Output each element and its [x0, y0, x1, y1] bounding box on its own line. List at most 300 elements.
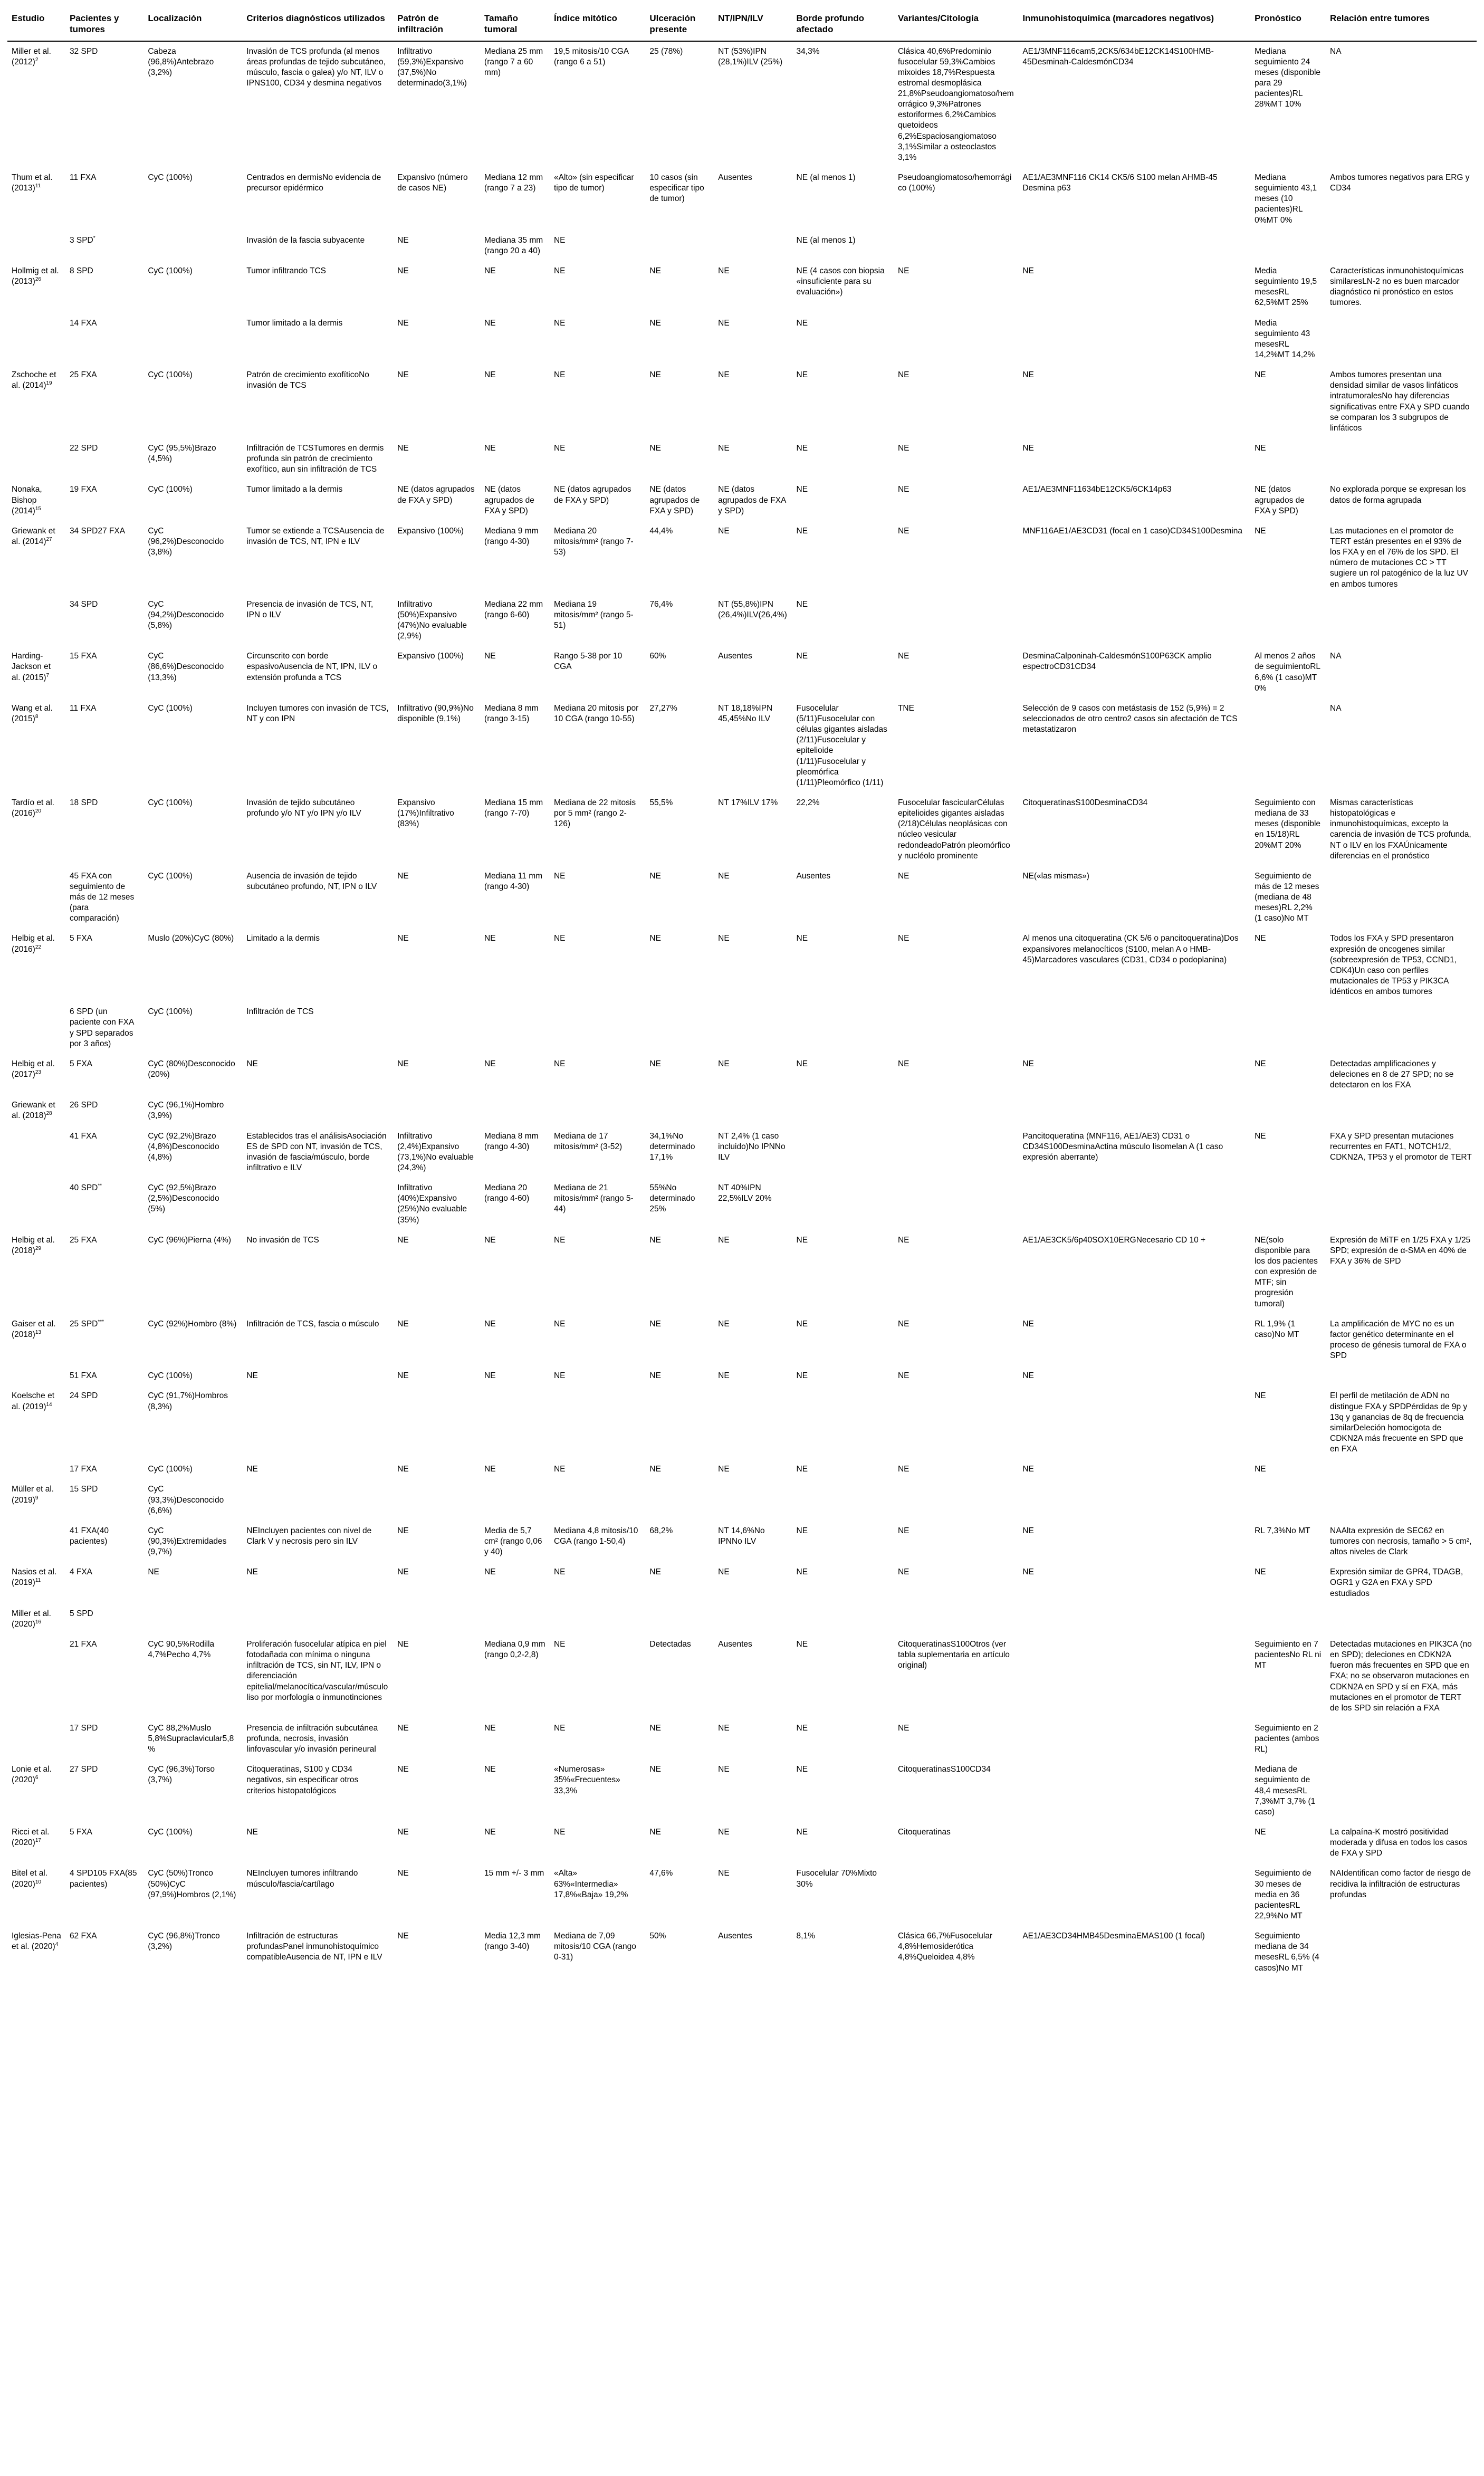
cell-borde: 34,3% — [796, 46, 820, 56]
cell-pronostico: RL 7,3%No MT — [1255, 1526, 1310, 1535]
cell-ntipnilv: NE — [718, 444, 730, 453]
cell-tamano: Mediana 8 mm (rango 4-30) — [484, 1131, 539, 1151]
cell-relacion: La calpaína-K mostró positividad moderada y difusa en todos los casos de FXA y SPD — [1330, 1828, 1468, 1858]
table-row — [7, 261, 1477, 313]
cell-localizacion: CyC (92,2%)Brazo (4,8%)Desconocido (4,8%) — [148, 1131, 219, 1162]
footnote-superscript: ** — [98, 1183, 102, 1189]
cell-relacion — [1326, 313, 1477, 366]
cell-tamano: Media 12,3 mm (rango 3-40) — [484, 1932, 541, 1952]
cell-criterios: NE — [246, 1371, 258, 1381]
cell-variantes — [894, 313, 1018, 366]
cell-ntipnilv: Ausentes — [718, 1932, 752, 1941]
cell-estudio — [7, 1521, 65, 1562]
cell-borde — [792, 1002, 894, 1054]
cell-pacientes: 41 FXA(40 pacientes) — [69, 1526, 109, 1546]
cell-criterios: Citoqueratinas, S100 y CD34 negativos, sin especificar otros criterios histopatológicos — [246, 1765, 359, 1795]
cell-pronostico: NE — [1255, 1567, 1266, 1577]
cell-criterios: No invasión de TCS — [246, 1235, 319, 1245]
cell-mitotico — [550, 1604, 645, 1634]
cell-pronostico: Seguimiento en 2 pacientes (ambos RL) — [1255, 1723, 1319, 1754]
cell-relacion: FXA y SPD presentan mutaciones recurrentes en FAT1, NOTCH1/2, CDKN2A, TP53 y el promotor de TERT — [1330, 1131, 1472, 1162]
cell-mitotico: NE — [553, 1319, 566, 1328]
cell-ntipnilv: NT (55,8%)IPN (26,4%)ILV(26,4%) — [718, 599, 787, 619]
cell-patron — [393, 1095, 480, 1126]
cell-criterios: Circunscrito con borde espasivoAusencia de NT, IPN, ILV o extensión profunda a TCS — [246, 652, 378, 682]
cell-pronostico: Seguimiento mediana de 34 mesesRL 6,5% (4 casos)No MT — [1255, 1932, 1319, 1973]
cell-tamano: Mediana 9 mm (rango 4-30) — [484, 526, 539, 546]
cell-mitotico: Rango 5-38 por 10 CGA — [553, 652, 623, 672]
cell-tamano: NE — [484, 1059, 496, 1068]
cell-patron: Infiltrativo (59,3%)Expansivo (37,5%)No determinado(3,1%) — [397, 46, 467, 88]
cell-pronostico — [1250, 1095, 1326, 1126]
cell-borde: NE — [796, 1567, 808, 1577]
cell-ntipnilv: Ausentes — [718, 1639, 752, 1649]
cell-ulceracion: NE — [649, 934, 661, 943]
cell-pacientes: 51 FXA — [69, 1371, 97, 1381]
cell-ulceracion: NE (datos agrupados de FXA y SPD) — [649, 485, 700, 515]
cell-variantes: CitoqueratinasS100CD34 — [897, 1765, 991, 1774]
table-row — [7, 41, 1477, 168]
cell-criterios: NE — [246, 1059, 258, 1068]
cell-borde — [792, 1126, 894, 1179]
cell-inmuno — [1018, 1634, 1250, 1718]
cell-pronostico: Al menos 2 años de seguimientoRL 6,6% (1 caso)MT 0% — [1255, 652, 1320, 693]
cell-tamano: NE — [484, 1465, 496, 1474]
footnote-superscript: * — [93, 235, 95, 241]
table-row — [7, 1126, 1477, 1179]
cell-patron: NE — [397, 1371, 409, 1381]
cell-localizacion — [143, 1604, 242, 1634]
cell-relacion: La amplificación de MYC no es un factor genético determinante en el proceso de génesis tumoral de FXA o SPD — [1330, 1319, 1467, 1361]
cell-pronostico: NE(solo disponible para los dos pacientes con expresión de MTF; sin progresión tumoral) — [1255, 1235, 1318, 1308]
column-header-variantes: Variantes/Citología — [894, 9, 1018, 41]
cell-ulceracion: NE — [649, 444, 661, 453]
cell-variantes — [894, 1095, 1018, 1126]
cell-tamano: Mediana 35 mm (rango 20 a 40) — [484, 235, 543, 255]
cell-relacion: Ambos tumores negativos para ERG y CD34 — [1330, 173, 1470, 193]
cell-relacion — [1326, 1479, 1477, 1521]
cell-patron: NE — [397, 1465, 409, 1474]
cell-inmuno: AE1/AE3MNF116 CK14 CK5/6 S100 melan AHMB-45 Desmina p63 — [1022, 173, 1218, 193]
cell-inmuno — [1018, 231, 1250, 261]
cell-ntipnilv — [714, 1479, 792, 1521]
cell-pacientes: 27 SPD — [69, 1765, 98, 1774]
comparison-table — [7, 9, 1477, 1978]
reference-superscript: 15 — [35, 505, 41, 512]
reference-superscript: 27 — [46, 536, 52, 542]
table-row — [7, 1054, 1477, 1095]
cell-pacientes: 19 FXA — [69, 485, 97, 494]
cell-ntipnilv: NT (53%)IPN (28,1%)ILV (25%) — [718, 46, 783, 66]
cell-criterios: NE — [246, 1465, 258, 1474]
reference-superscript: 26 — [35, 276, 41, 283]
cell-inmuno: Al menos una citoqueratina (CK 5/6 o pancitoqueratina)Dos expansivores melanocíticos (S100, melan A o HMB-45)Marcadores vasculares (CD31, CD34 o podoplanina) — [1022, 934, 1239, 964]
reference-superscript: 17 — [35, 1838, 41, 1844]
table-row — [7, 1562, 1477, 1603]
cell-ntipnilv — [714, 1386, 792, 1459]
cell-ntipnilv: NE — [718, 1869, 730, 1878]
cell-localizacion: CyC (100%) — [148, 1371, 193, 1381]
cell-tamano: NE — [484, 1765, 496, 1774]
cell-localizacion: CyC (96,1%)Hombro (3,9%) — [148, 1101, 224, 1121]
cell-borde: NE — [796, 1765, 808, 1774]
cell-localizacion: CyC (96,2%)Desconocido (3,8%) — [148, 526, 224, 557]
cell-localizacion: CyC (86,6%)Desconocido (13,3%) — [148, 652, 224, 682]
cell-estudio: Miller et al. $(2020)^{16}$ — [12, 1609, 51, 1629]
cell-variantes: NE — [897, 1319, 909, 1328]
table-row — [7, 1822, 1477, 1863]
cell-estudio: Helbig et al. $(2017)^{23}$ — [12, 1059, 55, 1079]
cell-criterios — [242, 1479, 393, 1521]
cell-pronostico — [1250, 1178, 1326, 1230]
cell-ulceracion: 10 casos (sin especificar tipo de tumor) — [649, 173, 704, 204]
cell-ulceracion: NE — [649, 266, 661, 276]
cell-criterios: Infiltración de TCS, fascia o músculo — [246, 1319, 379, 1328]
cell-pronostico: Media seguimiento 43 mesesRL 14,2%MT 14,2% — [1255, 318, 1315, 360]
cell-tamano: NE — [484, 934, 496, 943]
cell-inmuno — [1018, 1822, 1250, 1863]
cell-borde: NE — [796, 1526, 808, 1535]
table-row — [7, 1863, 1477, 1926]
reference-superscript: 20 — [35, 808, 41, 814]
cell-variantes: NE — [897, 1235, 909, 1245]
cell-tamano: Mediana 15 mm (rango 7-70) — [484, 798, 543, 818]
cell-pronostico: Seguimiento con mediana de 33 meses (disponible en 15/18)RL 20%MT 20% — [1255, 798, 1321, 850]
cell-borde — [792, 1178, 894, 1230]
cell-tamano: NE — [484, 444, 496, 453]
cell-tamano: Mediana 25 mm (rango 7 a 60 mm) — [484, 46, 543, 77]
cell-pronostico: NE — [1255, 1465, 1266, 1474]
column-header-inmuno: Inmunohistoquímica (marcadores negativos) — [1018, 9, 1250, 41]
cell-borde: Fusocelular 70%Mixto 30% — [796, 1869, 877, 1889]
cell-borde: NE — [796, 1828, 808, 1837]
cell-tamano — [480, 1479, 550, 1521]
cell-tamano: Mediana 20 (rango 4-60) — [484, 1183, 530, 1203]
cell-tamano: NE — [484, 266, 496, 276]
table-row — [7, 1634, 1477, 1718]
cell-criterios: Infiltración de TCS — [246, 1007, 314, 1017]
cell-tamano — [480, 1386, 550, 1459]
cell-mitotico: NE — [553, 1639, 566, 1649]
cell-inmuno — [1018, 1386, 1250, 1459]
cell-inmuno: NE(«las mismas») — [1022, 871, 1089, 881]
cell-ntipnilv: NT 14,6%No IPNNo ILV — [718, 1526, 765, 1546]
cell-ulceracion — [645, 1479, 714, 1521]
cell-borde: NE — [796, 1465, 808, 1474]
table-row — [7, 231, 1477, 261]
cell-pacientes: 14 FXA — [69, 318, 97, 328]
cell-pronostico: NE — [1255, 526, 1266, 536]
cell-tamano: NE — [484, 1371, 496, 1381]
cell-ntipnilv — [714, 231, 792, 261]
cell-inmuno: AE1/AE3CD34HMB45DesminaEMAS100 (1 focal) — [1022, 1932, 1205, 1941]
cell-tamano: NE — [484, 1567, 496, 1577]
reference-superscript: 9 — [35, 1495, 39, 1501]
table-row — [7, 1314, 1477, 1366]
cell-localizacion: Muslo (20%)CyC (80%) — [148, 934, 234, 943]
cell-pacientes: 11 FXA — [69, 703, 97, 713]
cell-criterios: NE — [246, 1828, 258, 1837]
column-header-mitotico: Índice mitótico — [550, 9, 645, 41]
cell-mitotico: NE — [553, 1465, 566, 1474]
cell-relacion — [1326, 1366, 1477, 1386]
cell-ulceracion: NE — [649, 1319, 661, 1328]
cell-tamano: 15 mm +/- 3 mm — [484, 1869, 544, 1878]
cell-variantes: NE — [897, 1371, 909, 1381]
cell-mitotico: «Alta» 63%«Intermedia» 17,8%«Baja» 19,2% — [553, 1869, 628, 1899]
cell-inmuno — [1018, 1604, 1250, 1634]
cell-criterios — [242, 1095, 393, 1126]
cell-inmuno — [1018, 1002, 1250, 1054]
cell-inmuno: NE — [1022, 370, 1034, 380]
cell-localizacion: CyC 90,5%Rodilla 4,7%Pecho 4,7% — [148, 1639, 215, 1660]
cell-ntipnilv: NE — [718, 1567, 730, 1577]
cell-inmuno: AE1/AE3CK5/6p40SOX10ERGNecesario CD 10 + — [1022, 1235, 1206, 1245]
cell-patron: Infiltrativo (50%)Expansivo (47%)No evaluable (2,9%) — [397, 599, 467, 641]
cell-relacion — [1326, 866, 1477, 929]
cell-relacion — [1326, 231, 1477, 261]
cell-pronostico: Mediana seguimiento 24 meses (disponible para 29 pacientes)RL 28%MT 10% — [1255, 46, 1321, 109]
cell-inmuno: NE — [1022, 1319, 1034, 1328]
cell-estudio — [7, 231, 65, 261]
cell-ulceracion: NE — [649, 1567, 661, 1577]
cell-tamano: NE (datos agrupados de FXA y SPD) — [484, 485, 534, 515]
cell-variantes: NE — [897, 1723, 909, 1733]
cell-variantes: NE — [897, 871, 909, 881]
cell-ulceracion: NE — [649, 1371, 661, 1381]
cell-pacientes: 17 SPD — [69, 1723, 98, 1733]
cell-patron — [393, 1479, 480, 1521]
cell-estudio: Bitel et al. $(2020)^{10}$ — [12, 1869, 48, 1889]
cell-pronostico — [1250, 1366, 1326, 1386]
cell-mitotico — [550, 1002, 645, 1054]
cell-patron: NE — [397, 1869, 409, 1878]
cell-inmuno: CitoqueratinasS100DesminaCD34 — [1022, 798, 1148, 807]
cell-borde: NE — [796, 1319, 808, 1328]
cell-localizacion: CyC (100%) — [148, 1828, 193, 1837]
cell-borde: NE — [796, 1723, 808, 1733]
cell-relacion — [1326, 1718, 1477, 1760]
table-row — [7, 1366, 1477, 1386]
cell-relacion: El perfil de metilación de ADN no distingue FXA y SPDPérdidas de 9p y 13q y ganancias de 8q de frecuencia similarDeleción homocigota de CDKN2A más frecuente en SPD que en FXA — [1330, 1391, 1468, 1454]
cell-patron: NE — [397, 1319, 409, 1328]
cell-mitotico: NE — [553, 1059, 566, 1068]
cell-patron: NE — [397, 1235, 409, 1245]
cell-pronostico: NE — [1255, 1131, 1266, 1141]
cell-mitotico: NE — [553, 235, 566, 245]
cell-criterios — [242, 1178, 393, 1230]
cell-borde: Ausentes — [796, 871, 831, 881]
cell-estudio — [7, 313, 65, 366]
cell-borde — [792, 1604, 894, 1634]
cell-ulceracion: NE — [649, 1723, 661, 1733]
column-header-patron: Patrón de infiltración — [393, 9, 480, 41]
cell-borde: NE — [796, 1639, 808, 1649]
cell-pronostico — [1250, 699, 1326, 793]
cell-borde: NE — [796, 370, 808, 380]
cell-localizacion: CyC (100%) — [148, 370, 193, 380]
cell-localizacion: CyC (80%)Desconocido (20%) — [148, 1059, 235, 1079]
cell-relacion: Ambos tumores presentan una densidad similar de vasos linfáticos intratumoralesNo hay diferencias significativas entre FXA y SPD cuando se comparan los 3 subgrupos de linfáticos — [1330, 370, 1470, 433]
cell-tamano — [480, 1002, 550, 1054]
cell-variantes: NE — [897, 444, 909, 453]
table-row — [7, 1718, 1477, 1760]
reference-superscript: 7 — [46, 672, 50, 678]
cell-pacientes: 25 FXA — [69, 370, 97, 380]
table-row — [7, 521, 1477, 595]
column-header-borde: Borde profundo afectado — [792, 9, 894, 41]
cell-criterios: Presencia de invasión de TCS, NT, IPN o ILV — [246, 599, 374, 619]
table-row — [7, 1178, 1477, 1230]
cell-inmuno — [1018, 1718, 1250, 1760]
cell-variantes — [894, 1126, 1018, 1179]
cell-ulceracion: 47,6% — [649, 1869, 673, 1878]
reference-superscript: 2 — [35, 56, 39, 63]
reference-superscript: 23 — [35, 1069, 41, 1075]
cell-estudio — [7, 438, 65, 480]
reference-superscript: 16 — [35, 1619, 41, 1625]
cell-pacientes: 25 SPD*** — [69, 1318, 104, 1328]
cell-localizacion: Cabeza (96,8%)Antebrazo (3,2%) — [148, 46, 214, 77]
cell-pronostico — [1250, 1002, 1326, 1054]
cell-localizacion — [143, 313, 242, 366]
cell-estudio: Griewank et al. $(2018)^{28}$ — [12, 1101, 55, 1121]
cell-estudio — [7, 595, 65, 647]
cell-estudio: Müller et al. $(2019)^9$ — [12, 1485, 54, 1505]
table-row — [7, 929, 1477, 1002]
cell-localizacion — [143, 231, 242, 261]
cell-mitotico: NE — [553, 871, 566, 881]
cell-estudio: Nonaka, Bishop $(2014)^{15}$ — [12, 485, 42, 515]
cell-variantes — [894, 1178, 1018, 1230]
cell-localizacion: CyC (92,5%)Brazo (2,5%)Desconocido (5%) — [148, 1183, 219, 1214]
cell-borde — [792, 1095, 894, 1126]
cell-ntipnilv: NE — [718, 1765, 730, 1774]
cell-borde: NE — [796, 526, 808, 536]
table-row — [7, 1459, 1477, 1479]
cell-ntipnilv: NE — [718, 1235, 730, 1245]
cell-inmuno — [1018, 1178, 1250, 1230]
cell-pacientes: 22 SPD — [69, 444, 98, 453]
table-row — [7, 1386, 1477, 1459]
cell-tamano: Mediana 22 mm (rango 6-60) — [484, 599, 543, 619]
cell-mitotico: NE — [553, 266, 566, 276]
cell-criterios: Invasión de la fascia subyacente — [246, 235, 365, 245]
cell-localizacion: CyC (91,7%)Hombros (8,3%) — [148, 1391, 228, 1411]
cell-pacientes: 25 FXA — [69, 1235, 97, 1245]
reference-superscript: 14 — [46, 1401, 52, 1408]
cell-variantes: Fusocelular fascicularCélulas epitelioides gigantes aisladas (2/18)Células neoplásicas con núcleo vesicular redondeadoPatrón pleomórfico y nucléolo prominente — [897, 798, 1010, 861]
cell-tamano: NE — [484, 370, 496, 380]
cell-patron: NE — [397, 1765, 409, 1774]
cell-patron: Infiltrativo (90,9%)No disponible (9,1%) — [397, 703, 474, 723]
cell-relacion: NA — [1330, 652, 1342, 661]
cell-relacion: NA — [1330, 46, 1342, 56]
cell-variantes: NE — [897, 370, 909, 380]
cell-ulceracion — [645, 1095, 714, 1126]
cell-inmuno: NE — [1022, 1567, 1034, 1577]
cell-relacion — [1326, 1459, 1477, 1479]
cell-inmuno: AE1/AE3MNF11634bE12CK5/6CK14p63 — [1022, 485, 1172, 494]
cell-estudio: Griewank et al. $(2014)^{27}$ — [12, 526, 55, 546]
cell-ntipnilv: NE — [718, 1319, 730, 1328]
cell-estudio: Tardío et al. $(2016)^{20}$ — [12, 798, 54, 818]
reference-superscript: 22 — [35, 944, 41, 950]
cell-patron — [393, 1604, 480, 1634]
column-header-ulceracion: Ulceración presente — [645, 9, 714, 41]
cell-variantes — [894, 1386, 1018, 1459]
cell-localizacion: CyC (93,3%)Desconocido (6,6%) — [148, 1485, 224, 1515]
reference-superscript: 11 — [35, 1578, 41, 1584]
cell-variantes: Citoqueratinas — [897, 1828, 951, 1837]
cell-relacion: NA — [1330, 703, 1342, 713]
cell-criterios: Ausencia de invasión de tejido subcutáneo profundo, NT, IPN o ILV — [246, 871, 377, 891]
cell-relacion — [1326, 595, 1477, 647]
cell-borde: NE — [796, 318, 808, 328]
cell-ulceracion: 76,4% — [649, 599, 673, 609]
cell-borde: 8,1% — [796, 1932, 815, 1941]
cell-ntipnilv: NE — [718, 266, 730, 276]
cell-pacientes: 41 FXA — [69, 1131, 97, 1141]
cell-mitotico: «Numerosas» 35%«Frecuentes» 33,3% — [553, 1765, 620, 1795]
cell-relacion — [1326, 1095, 1477, 1126]
column-header-ntipnilv: NT/IPN/ILV — [714, 9, 792, 41]
cell-pacientes: 4 FXA — [69, 1567, 93, 1577]
cell-pronostico: NE — [1255, 934, 1266, 943]
cell-ntipnilv: NE — [718, 1465, 730, 1474]
cell-localizacion: CyC (100%) — [148, 173, 193, 183]
cell-tamano: NE — [484, 1235, 496, 1245]
cell-mitotico — [550, 1479, 645, 1521]
cell-patron: NE — [397, 1639, 409, 1649]
cell-tamano — [480, 1604, 550, 1634]
cell-variantes: NE — [897, 266, 909, 276]
cell-ulceracion: 50% — [649, 1932, 666, 1941]
cell-patron: NE — [397, 1828, 409, 1837]
cell-tamano: NE — [484, 1828, 496, 1837]
cell-inmuno: Selección de 9 casos con metástasis de 152 (5,9%) = 2 seleccionados de otro centro2 casos sin afectación de TCS metastatizaron — [1022, 703, 1238, 734]
cell-pacientes: 26 SPD — [69, 1101, 98, 1110]
cell-criterios: Tumor infiltrando TCS — [246, 266, 327, 276]
cell-borde: NE — [796, 934, 808, 943]
cell-patron: NE — [397, 444, 409, 453]
cell-ulceracion: 68,2% — [649, 1526, 673, 1535]
cell-relacion: Las mutaciones en el promotor de TERT están presentes en el 93% de los FXA y en el 76% de los SPD. El número de mutaciones CC > TT sugiere un rol patogénico de la luz UV en ambos tumores — [1330, 526, 1468, 589]
cell-pacientes: 5 FXA — [69, 1828, 93, 1837]
cell-pronostico: Mediana de seguimiento de 48,4 mesesRL 7,3%MT 3,7% (1 caso) — [1255, 1765, 1316, 1817]
cell-ntipnilv: NE — [718, 1059, 730, 1068]
cell-criterios: Invasión de tejido subcutáneo profundo y/o NT y/o IPN y/o ILV — [246, 798, 361, 818]
table-row — [7, 438, 1477, 480]
table-header-row — [7, 9, 1477, 41]
cell-pronostico: NE — [1255, 1059, 1266, 1068]
cell-pronostico: NE — [1255, 1391, 1266, 1401]
cell-patron — [393, 1386, 480, 1459]
cell-ntipnilv: NT 17%ILV 17% — [718, 798, 778, 807]
reference-superscript: 28 — [46, 1111, 52, 1117]
cell-localizacion: CyC (96,8%)Tronco (3,2%) — [148, 1932, 220, 1952]
cell-ulceracion — [645, 1386, 714, 1459]
reference-superscript: 11 — [35, 183, 41, 189]
cell-localizacion: CyC (92%)Hombro (8%) — [148, 1319, 237, 1328]
cell-tamano: Mediana 12 mm (rango 7 a 23) — [484, 173, 543, 193]
cell-patron: NE — [397, 1526, 409, 1535]
cell-patron: NE — [397, 1059, 409, 1068]
cell-criterios: Tumor limitado a la dermis — [246, 318, 343, 328]
cell-mitotico: Mediana 20 mitosis por 10 CGA (rango 10-55) — [553, 703, 639, 723]
cell-ulceracion: 44,4% — [649, 526, 673, 536]
cell-criterios: Invasión de TCS profunda (al menos áreas profundas de tejido subcutáneo, músculo, fascia o galea) y/o NT, ILV o IPNS100, CD34 y desmina negativos — [246, 46, 386, 88]
